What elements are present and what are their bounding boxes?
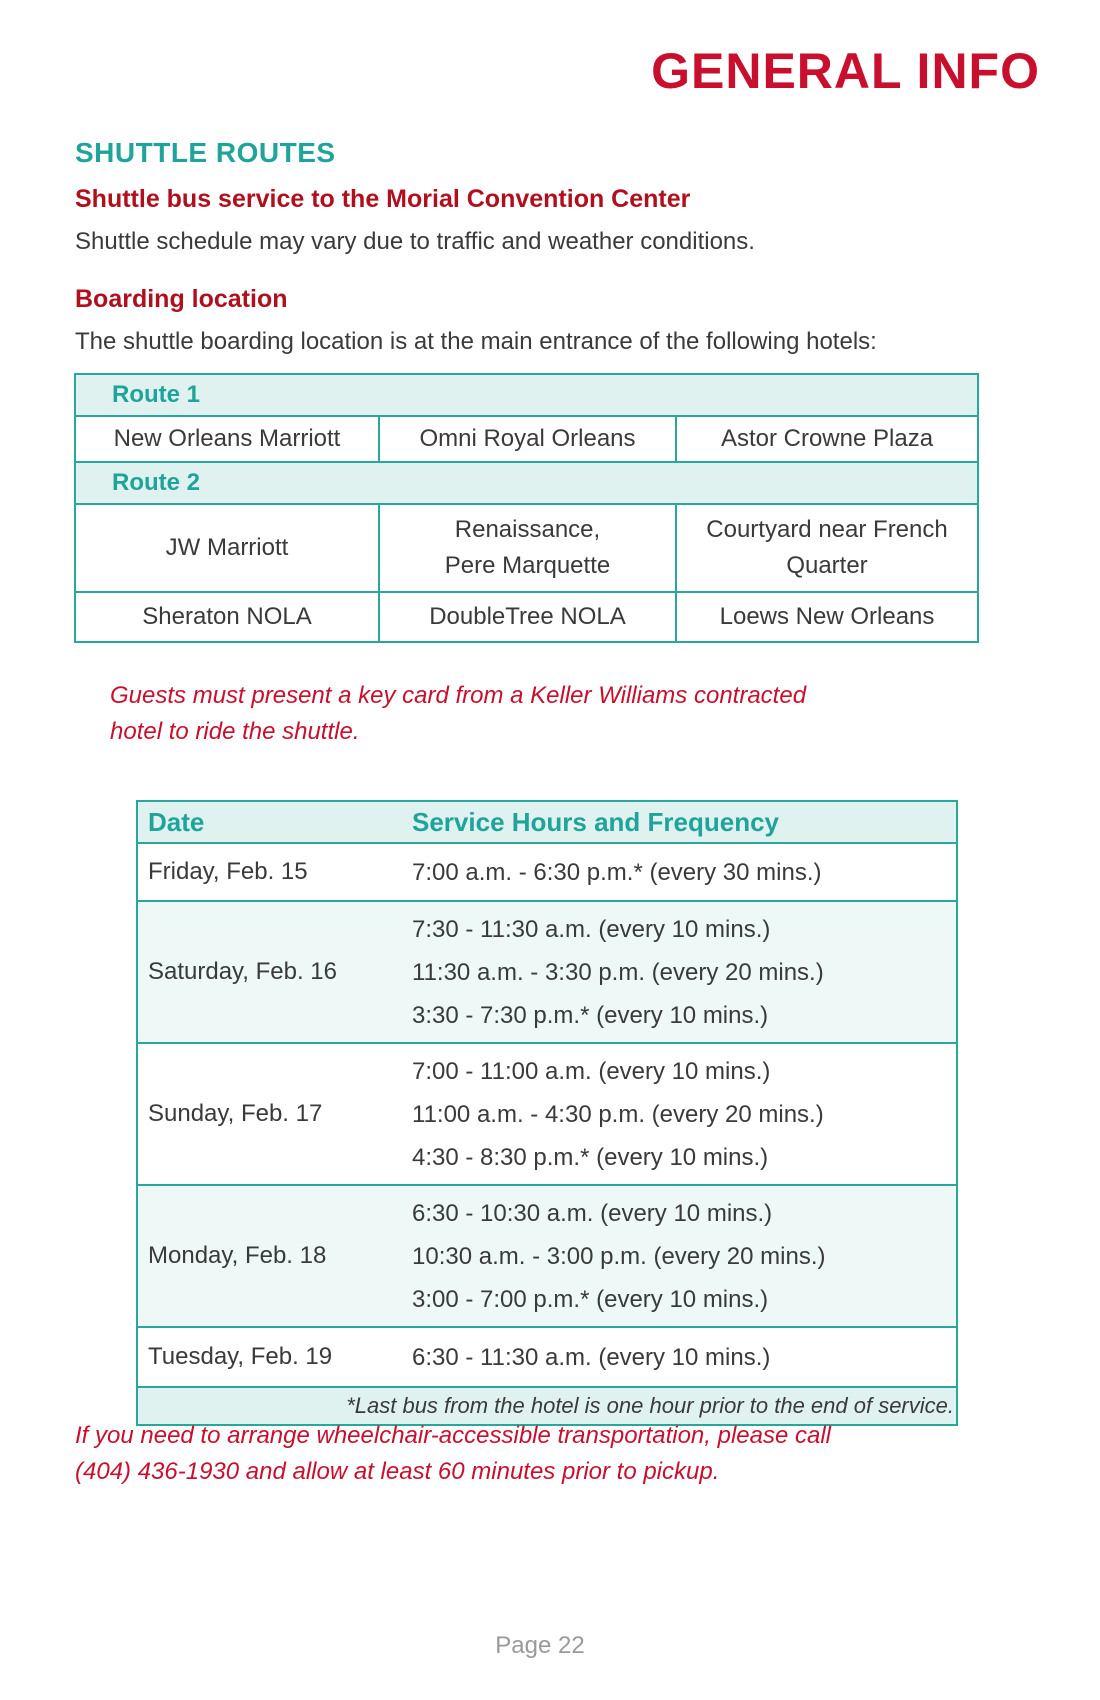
page-header-title: GENERAL INFO [651,43,1040,99]
boarding-heading: Boarding location [75,285,288,313]
hotel-cell: JW Marriott [75,504,379,592]
schedule-date: Saturday, Feb. 16 [137,901,402,1043]
note-line: Guests must present a key card from a Keller Williams contracted [110,682,807,709]
boarding-text: The shuttle boarding location is at the main entrance of the following hotels: [75,328,877,355]
hotels-table [74,373,979,643]
schedule-row [137,901,957,1043]
hotel-cell: New Orleans Marriott [75,416,379,462]
hotel-name-line: Pere Marquette [444,552,611,579]
hotel-cell: Sheraton NOLA [75,592,379,642]
hotel-cell: DoubleTree NOLA [379,592,676,642]
schedule-row [137,1185,957,1327]
service-heading: Shuttle bus service to the Morial Convention Center [75,185,691,213]
hotel-name-line: Quarter [786,552,868,579]
note-line: hotel to ride the shuttle. [110,718,360,745]
route-header-row [75,462,978,504]
route-name: Route 1 [75,374,978,416]
schedule-date: Friday, Feb. 15 [137,843,402,901]
schedule-date: Monday, Feb. 18 [137,1185,402,1327]
schedule-header-row [137,801,957,843]
hours-line: 11:00 a.m. - 4:30 p.m. (every 20 mins.) [412,1100,824,1128]
schedule-date: Tuesday, Feb. 19 [137,1327,402,1387]
schedule-hours [402,1185,957,1327]
wheelchair-note [75,1418,831,1490]
hotel-cell: Loews New Orleans [676,592,978,642]
service-text: Shuttle schedule may vary due to traffic and weather conditions. [75,228,755,255]
schedule-hours [402,1043,957,1185]
page-number: Page 22 [495,1632,585,1659]
hotel-cell: Astor Crowne Plaza [676,416,978,462]
hours-line: 7:00 - 11:00 a.m. (every 10 mins.) [412,1057,771,1085]
hotel-cell [379,504,676,592]
route-name: Route 2 [75,462,978,504]
hours-line: 6:30 - 11:30 a.m. (every 10 mins.) [412,1343,771,1371]
schedule-hours [402,901,957,1043]
hotel-name-line: Courtyard near French [706,516,948,543]
hours-line: 7:30 - 11:30 a.m. (every 10 mins.) [412,915,771,943]
route-header-row [75,374,978,416]
note-line: If you need to arrange wheelchair-accessible transportation, please call [75,1422,831,1449]
schedule-table [136,800,958,1426]
hotel-cell: Omni Royal Orleans [379,416,676,462]
column-header-hours: Service Hours and Frequency [402,801,957,843]
hotel-row [75,416,978,462]
section-title: SHUTTLE ROUTES [75,137,336,168]
schedule-hours [402,843,957,901]
schedule-row [137,1327,957,1387]
hotel-name-line: Renaissance, [454,516,601,543]
hours-line: 10:30 a.m. - 3:00 p.m. (every 20 mins.) [412,1242,826,1270]
hours-line: 11:30 a.m. - 3:30 p.m. (every 20 mins.) [412,958,824,986]
hours-line: 7:00 a.m. - 6:30 p.m.* (every 30 mins.) [412,858,822,886]
schedule-date: Sunday, Feb. 17 [137,1043,402,1185]
hours-line: 3:00 - 7:00 p.m.* (every 10 mins.) [412,1285,769,1313]
schedule-row [137,843,957,901]
hotel-cell [676,504,978,592]
note-line: (404) 436-1930 and allow at least 60 minutes prior to pickup. [75,1458,720,1485]
hours-line: 3:30 - 7:30 p.m.* (every 10 mins.) [412,1001,769,1029]
hotel-row [75,592,978,642]
hours-line: 6:30 - 10:30 a.m. (every 10 mins.) [412,1199,773,1227]
hours-line: 4:30 - 8:30 p.m.* (every 10 mins.) [412,1143,769,1171]
schedule-row [137,1043,957,1185]
schedule-footnote: *Last bus from the hotel is one hour prior to the end of service. [137,1387,957,1425]
hotel-row [75,504,978,592]
schedule-hours [402,1327,957,1387]
column-header-date: Date [137,801,402,843]
key-card-note [110,678,806,750]
